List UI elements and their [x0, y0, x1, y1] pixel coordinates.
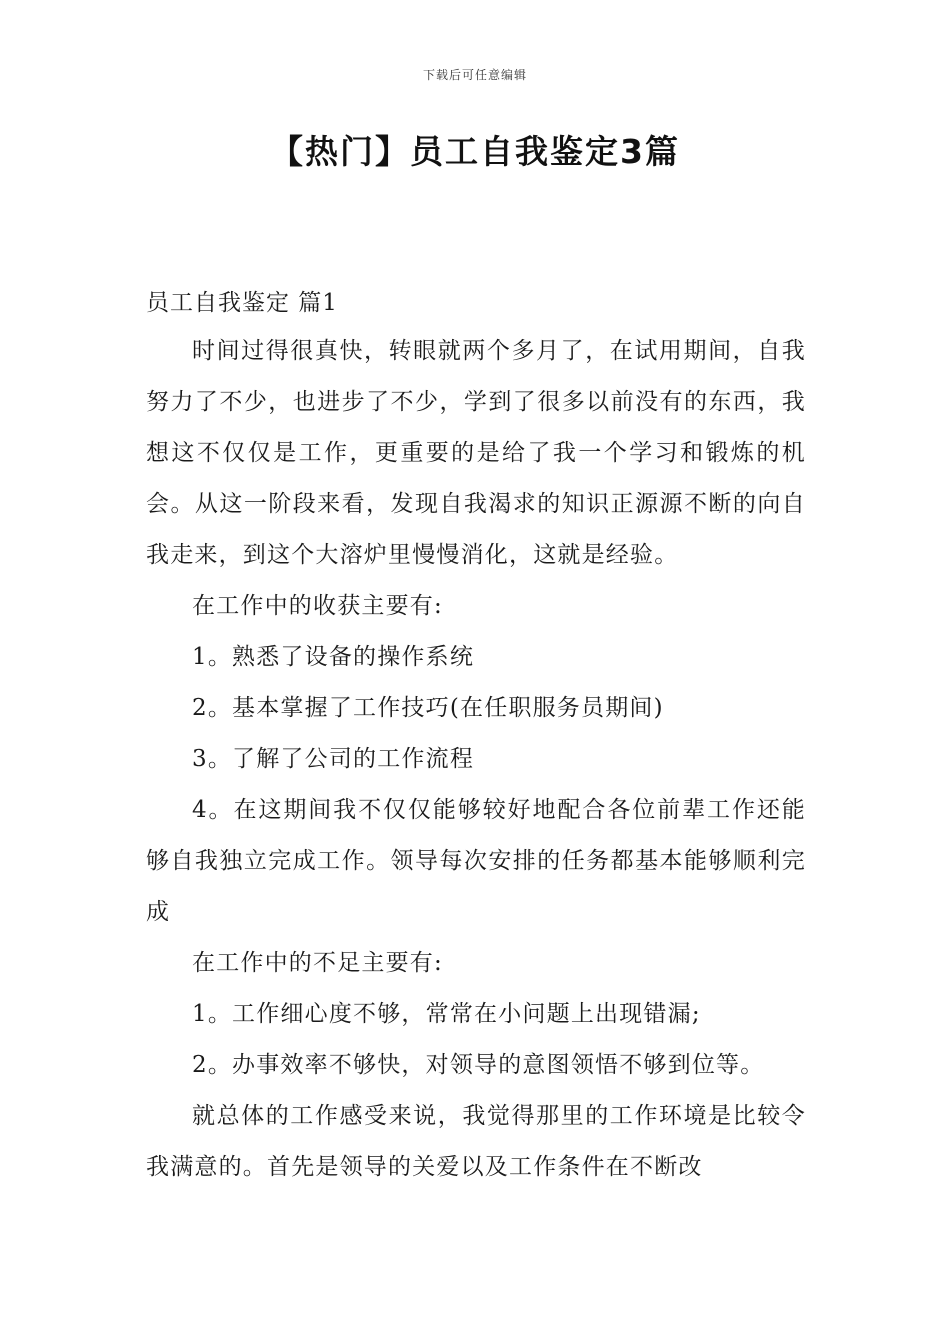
list-item: 1。熟悉了设备的操作系统 [192, 644, 475, 670]
section-heading: 员工自我鉴定 篇1 [146, 290, 338, 316]
document-body [146, 326, 806, 1193]
list-item: 3。了解了公司的工作流程 [192, 746, 475, 772]
list-item: 2。办事效率不够快，对领导的意图领悟不够到位等。 [192, 1052, 765, 1078]
list-item: 4。在这期间我不仅仅能够较好地配合各位前辈工作还能够自我独立完成工作。领导每次安排的任务都基本能够顺利完成 [146, 797, 806, 925]
document-title: 【热门】员工自我鉴定3篇 [270, 132, 680, 171]
list-item: 1。工作细心度不够，常常在小问题上出现错漏; [192, 1001, 701, 1027]
paragraph: 就总体的工作感受来说，我觉得那里的工作环境是比较令我满意的。首先是领导的关爱以及工作条件在不断改 [146, 1103, 806, 1180]
paragraph: 在工作中的不足主要有: [192, 950, 443, 976]
paragraph: 在工作中的收获主要有: [192, 593, 443, 619]
paragraph: 时间过得很真快，转眼就两个多月了，在试用期间，自我努力了不少，也进步了不少，学到了很多以前没有的东西，我想这不仅仅是工作，更重要的是给了我一个学习和锻炼的机会。从这一阶段来看，发现自我渴求的知识正源源不断的向自我走来，到这个大溶炉里慢慢消化，这就是经验。 [146, 338, 806, 568]
list-item: 2。基本掌握了工作技巧(在任职服务员期间) [192, 695, 664, 721]
header-note: 下载后可任意编辑 [422, 68, 527, 82]
